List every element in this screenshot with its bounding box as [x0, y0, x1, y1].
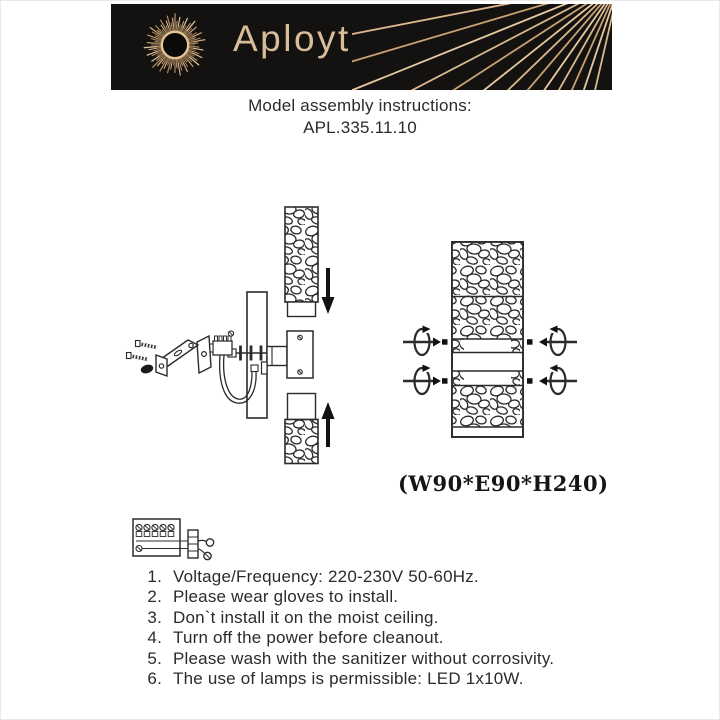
item-number: 6. [147, 669, 162, 689]
rotate-screw-icon [527, 326, 577, 356]
instruction-item [129, 567, 554, 587]
item-number: 4. [147, 628, 162, 648]
wall-anchor [140, 363, 154, 375]
instruction-item [129, 608, 554, 628]
item-text: Voltage/Frequency: 220-230V 50-60Hz. [173, 567, 479, 586]
wiring-diagram [125, 502, 245, 570]
front-view-diagram [400, 235, 580, 447]
down-arrow-icon [326, 268, 330, 299]
item-text: Please wash with the sanitizer without corrosivity. [173, 648, 555, 668]
assembly-title: Model assembly instructions: [248, 96, 472, 115]
model-code: APL.335.11.10 [303, 118, 417, 137]
exploded-view-diagram [125, 195, 365, 475]
item-text: Please wear gloves to install. [173, 587, 399, 607]
item-text: Turn off the power before cleanout. [173, 628, 444, 648]
rotate-screw-icon [527, 365, 577, 395]
top-shade [285, 207, 318, 302]
item-text: Don`t install it on the moist ceiling. [173, 607, 439, 627]
instruction-item [129, 628, 554, 648]
up-arrow-icon [326, 419, 330, 447]
dimension-label: (W90*E90*H240) [398, 471, 609, 496]
item-number: 1. [147, 567, 162, 586]
mount-plate [197, 336, 211, 373]
item-number: 3. [147, 607, 162, 627]
item-text: The use of lamps is permissible: LED 1x10W. [173, 669, 524, 689]
item-number: 2. [147, 587, 162, 607]
title-block [0, 95, 720, 139]
bottom-shade [285, 420, 318, 464]
rotate-screw-icon [403, 365, 448, 395]
screws [127, 341, 158, 375]
wire-eyelet [206, 539, 213, 546]
instruction-item [129, 669, 554, 689]
instruction-item [129, 587, 554, 607]
brand-wordmark: Aployt [233, 18, 351, 59]
instruction-item [129, 649, 554, 669]
sunburst-logo-icon [130, 4, 220, 90]
item-number: 5. [147, 648, 162, 668]
rotate-screw-icon [403, 326, 448, 356]
instruction-list [129, 567, 554, 689]
ray-fan-icon [352, 4, 612, 90]
brand-banner [111, 4, 612, 90]
terminal-block [213, 341, 232, 355]
